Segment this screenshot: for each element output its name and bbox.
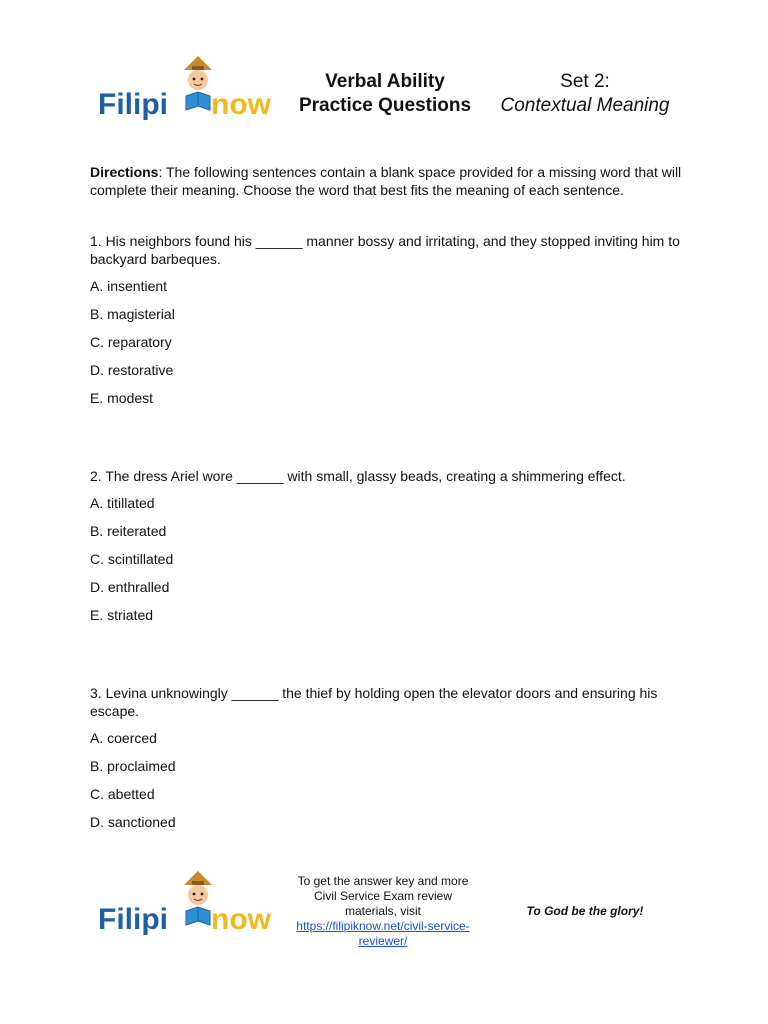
worksheet-body (90, 163, 690, 841)
filipiknow-logo (92, 52, 272, 140)
answer-choice: C. abetted (90, 786, 155, 802)
set-subtitle: Contextual Meaning (500, 95, 670, 116)
svg-text:Filipi: Filipi (98, 903, 168, 936)
set-heading (492, 70, 678, 118)
directions-paragraph (90, 163, 690, 199)
footer-line-3: materials, visit (344, 904, 421, 918)
footer-line-1: To get the answer key and more (297, 874, 469, 888)
answer-choice: E. modest (90, 390, 154, 406)
set-label: Set 2: (560, 71, 610, 92)
answer-choice: A. coerced (90, 730, 157, 746)
footer-promo (285, 874, 481, 949)
logo-graphic (92, 52, 272, 140)
svg-text:now: now (211, 903, 271, 936)
question-block-3 (90, 684, 690, 831)
child-face-icon (188, 885, 208, 905)
footer-line-2: Civil Service Exam review (313, 889, 453, 903)
directions-label: Directions (90, 164, 159, 180)
answer-choice: A. insentient (90, 278, 168, 294)
question-text: 3. Levina unknowingly ______ the thief by holding open the elevator doors and ensuring his escape. (90, 685, 658, 719)
answer-choice: E. striated (90, 607, 154, 623)
question-text: 1. His neighbors found his ______ manner bossy and irritating, and they stopped inviting him to backyard barbeques. (90, 233, 680, 267)
answer-choice: B. proclaimed (90, 758, 176, 774)
filipiknow-logo-footer (92, 867, 272, 955)
svg-text:now: now (211, 88, 271, 121)
answer-choice: D. restorative (90, 362, 174, 378)
question-block-2 (90, 467, 690, 624)
question-text: 2. The dress Ariel wore ______ with small, glassy beads, creating a shimmering effect. (90, 468, 626, 484)
directions-text: : The following sentences contain a blank space provided for a missing word that will complete their meaning. Choose the word that best fits the meaning of each sentence. (90, 164, 682, 198)
answer-choice: D. enthralled (90, 579, 170, 595)
logo-graphic (92, 867, 272, 955)
title-line-1: Verbal Ability (325, 71, 445, 92)
answer-choice: C. scintillated (90, 551, 174, 567)
answer-choice: C. reparatory (90, 334, 172, 350)
answer-choice: D. sanctioned (90, 814, 176, 830)
reviewer-link[interactable]: https://filipiknow.net/civil-service- reviewer/ (296, 919, 470, 948)
answer-choice: B. reiterated (90, 523, 167, 539)
page-title (282, 70, 488, 118)
svg-text:Filipi: Filipi (98, 88, 168, 121)
child-face-icon (188, 70, 208, 90)
title-line-2: Practice Questions (298, 95, 472, 116)
answer-choice: A. titillated (90, 495, 155, 511)
answer-choice: B. magisterial (90, 306, 175, 322)
footer-motto: To God be the glory! (526, 904, 644, 918)
question-block-1 (90, 232, 690, 407)
